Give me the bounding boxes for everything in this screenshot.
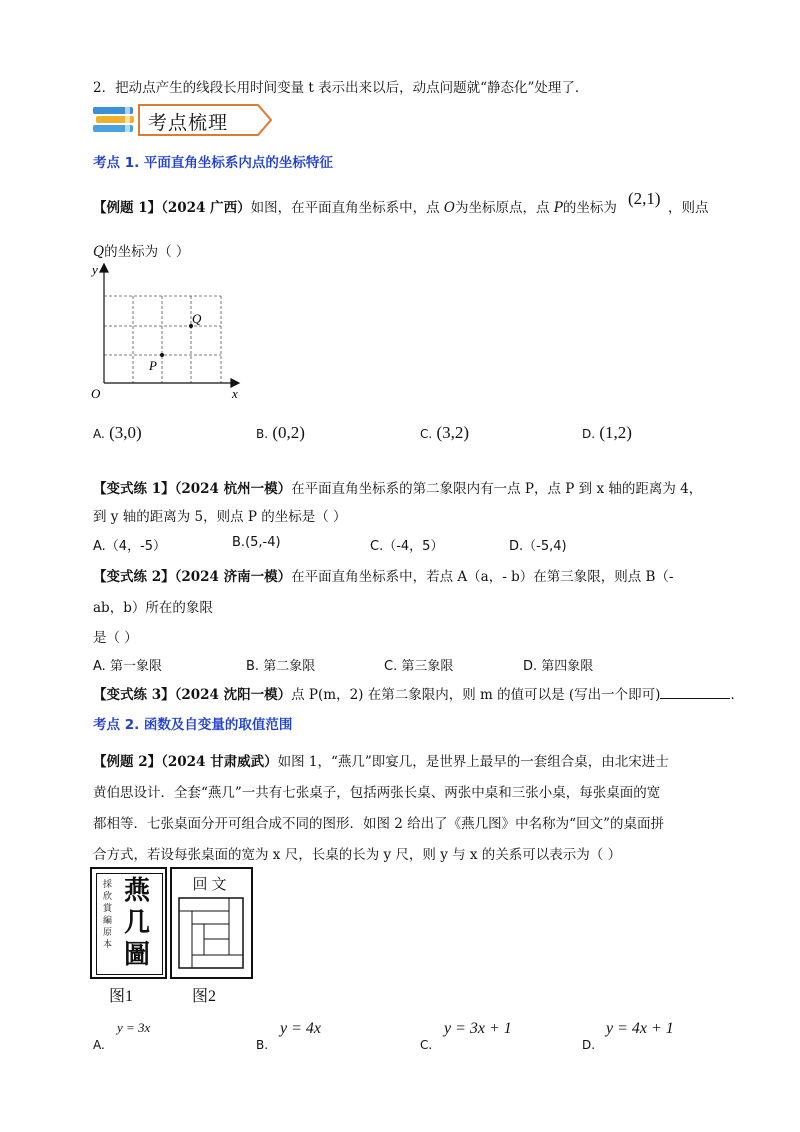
ex1-option-a[interactable]	[93, 423, 142, 443]
var3-tag: 【变式练 3】	[93, 687, 175, 703]
kp2-title: 考点 2. 函数及自变量的取值范围	[93, 717, 293, 733]
option-value: （4，-5）	[105, 539, 167, 554]
option-value: (3,2)	[436, 423, 470, 442]
option-value: (5,-4)	[245, 535, 281, 550]
var1-tag: 【变式练 1】	[93, 481, 175, 497]
var2-line1	[93, 565, 673, 585]
q-label: Q	[192, 311, 202, 326]
ex2-option-d-letter[interactable]	[582, 1037, 595, 1053]
books-icon	[93, 107, 134, 132]
x-axis-label: x	[232, 386, 238, 400]
ex1-option-d[interactable]	[582, 423, 632, 443]
option-letter: A.	[93, 659, 106, 674]
intro-line: 2．把动点产生的线段长用时间变量 t 表示出来以后，动点问题就“静态化”处理了．	[93, 80, 589, 96]
y-axis-label: y	[92, 262, 98, 277]
option-value: 第四象限	[541, 659, 594, 674]
ex2-option-a-value[interactable]: y = 3x	[117, 1020, 151, 1035]
ex1-line2	[93, 240, 189, 260]
origin-label: O	[91, 386, 101, 400]
ex1-tag: 【例题 1】	[93, 200, 162, 216]
var2-option-c[interactable]	[384, 655, 453, 674]
option-value: 第二象限	[263, 659, 316, 674]
var2-line3: 是（ ）	[93, 630, 138, 646]
var3-line	[93, 683, 744, 703]
ex2-option-d-value[interactable]: y = 4x + 1	[606, 1020, 674, 1037]
var2-option-b[interactable]	[246, 655, 315, 674]
var3-text: 点 P(m，2) 在第二象限内，则 m 的值可以是 (写出一个即可)	[291, 687, 661, 703]
ex2-option-b-letter[interactable]	[256, 1037, 268, 1053]
option-letter: B.	[256, 427, 269, 441]
ex2-option-b-value[interactable]: y = 4x	[280, 1020, 321, 1037]
option-letter: C.	[420, 1038, 433, 1052]
option-value: (1,2)	[599, 423, 632, 442]
ex1-line1	[93, 196, 617, 216]
axes	[100, 264, 239, 387]
ex1-line2-rest: 的坐标为（ ）	[104, 244, 190, 260]
p-label: P	[149, 358, 157, 373]
ex1-coord: (2,1)	[628, 189, 661, 208]
kp1-title: 考点 1. 平面直角坐标系内点的坐标特征	[93, 155, 333, 171]
section-title: 考点梳理	[148, 112, 229, 134]
figure-2-caption: 图2	[192, 988, 217, 1005]
option-letter: D.	[523, 659, 538, 674]
ex1-source: （2024 广西）	[161, 200, 251, 216]
option-letter: B.	[232, 535, 246, 550]
figure-2-box	[170, 867, 253, 979]
var2-source: （2024 济南一模）	[174, 569, 292, 585]
ex2-option-a-letter[interactable]	[93, 1037, 105, 1053]
figure-1-caption: 图1	[109, 988, 134, 1005]
figure-1-big-text: 燕几圖	[124, 876, 151, 970]
ex1-q: Q	[93, 244, 105, 260]
ex1-text-c: 的坐标为	[562, 200, 617, 216]
ex2-line3: 都相等．七张桌面分开可组合成不同的图形．如图 2 给出了《燕几图》中名称为“回文”的桌面拼	[93, 816, 664, 832]
ex2-line2: 黄伯思设计．全套“燕几”一共有七张桌子，包括两张长桌、两张中桌和三张小桌，每张桌面的宽	[93, 785, 661, 801]
option-letter: D.	[582, 427, 596, 441]
option-value: （-4，5）	[383, 539, 444, 554]
option-letter: A.	[93, 539, 106, 554]
option-letter: A.	[93, 1038, 105, 1052]
var1-option-a[interactable]	[93, 535, 166, 554]
option-letter: C.	[420, 427, 433, 441]
var1-source: （2024 杭州一模）	[174, 481, 292, 497]
grid-lines	[104, 296, 221, 383]
figure-1-side-text: 採欣賞編原本	[103, 880, 113, 950]
figure-2-title: 回文	[192, 875, 231, 893]
option-letter: C.	[384, 659, 398, 674]
var1-option-c[interactable]	[370, 535, 443, 554]
option-value: 第一象限	[109, 659, 162, 674]
ex1-option-b[interactable]	[256, 423, 305, 443]
point-p	[160, 353, 164, 357]
var2-line2: ab，b）所在的象限	[93, 600, 213, 616]
answer-blank[interactable]	[660, 686, 730, 699]
ex2-option-c-value[interactable]: y = 3x + 1	[444, 1020, 512, 1037]
var1-line1	[93, 477, 702, 497]
option-letter: A.	[93, 427, 105, 441]
option-letter: B.	[246, 659, 260, 674]
ex2-source: （2024 甘肃威武）	[161, 754, 278, 770]
figure-2-table-layout	[178, 897, 244, 969]
option-value: (0,2)	[272, 423, 305, 442]
var1-text: 在平面直角坐标系的第二象限内有一点 P，点 P 到 x 轴的距离为 4，	[291, 481, 703, 497]
option-letter: B.	[256, 1038, 269, 1052]
var1-option-b[interactable]	[232, 535, 281, 550]
var2-option-a[interactable]	[93, 655, 162, 674]
var3-end: ．	[730, 687, 744, 703]
var1-option-d[interactable]	[509, 535, 567, 554]
ex1-option-c[interactable]	[420, 423, 469, 443]
var2-text: 在平面直角坐标系中，若点 A（a，- b）在第三象限，则点 B（-	[291, 569, 674, 585]
option-letter: C.	[370, 539, 384, 554]
option-letter: D.	[582, 1038, 596, 1052]
ex2-tag: 【例题 2】	[93, 754, 162, 770]
var3-source: （2024 沈阳一模）	[174, 687, 292, 703]
ex2-line1	[93, 750, 669, 770]
ex1-text-b: 为坐标原点，点	[455, 200, 554, 216]
ex2-line4: 合方式，若设每张桌面的宽为 x 尺，长桌的长为 y 尺，则 y 与 x 的关系可以表示为（ ）	[93, 847, 622, 863]
ex1-p: P	[553, 200, 563, 216]
figure-1-box	[90, 867, 167, 979]
ex1-text-d: ，则点	[668, 200, 709, 216]
coordinate-graph	[86, 258, 246, 400]
var2-tag: 【变式练 2】	[93, 569, 175, 585]
option-value: 第三象限	[401, 659, 454, 674]
ex2-option-c-letter[interactable]	[420, 1037, 432, 1053]
var2-option-d[interactable]	[523, 655, 593, 674]
option-value: （-5,4)	[523, 539, 567, 554]
option-value: (3,0)	[109, 423, 142, 442]
ex1-text-a: 如图，在平面直角坐标系中，点	[250, 200, 444, 216]
option-letter: D.	[509, 539, 524, 554]
var1-line2: 到 y 轴的距离为 5，则点 P 的坐标是（ ）	[93, 509, 347, 525]
ex1-o: O	[443, 200, 455, 216]
ex2-text: 如图 1，“燕几”即宴几，是世界上最早的一套组合桌，由北宋进士	[277, 754, 669, 770]
